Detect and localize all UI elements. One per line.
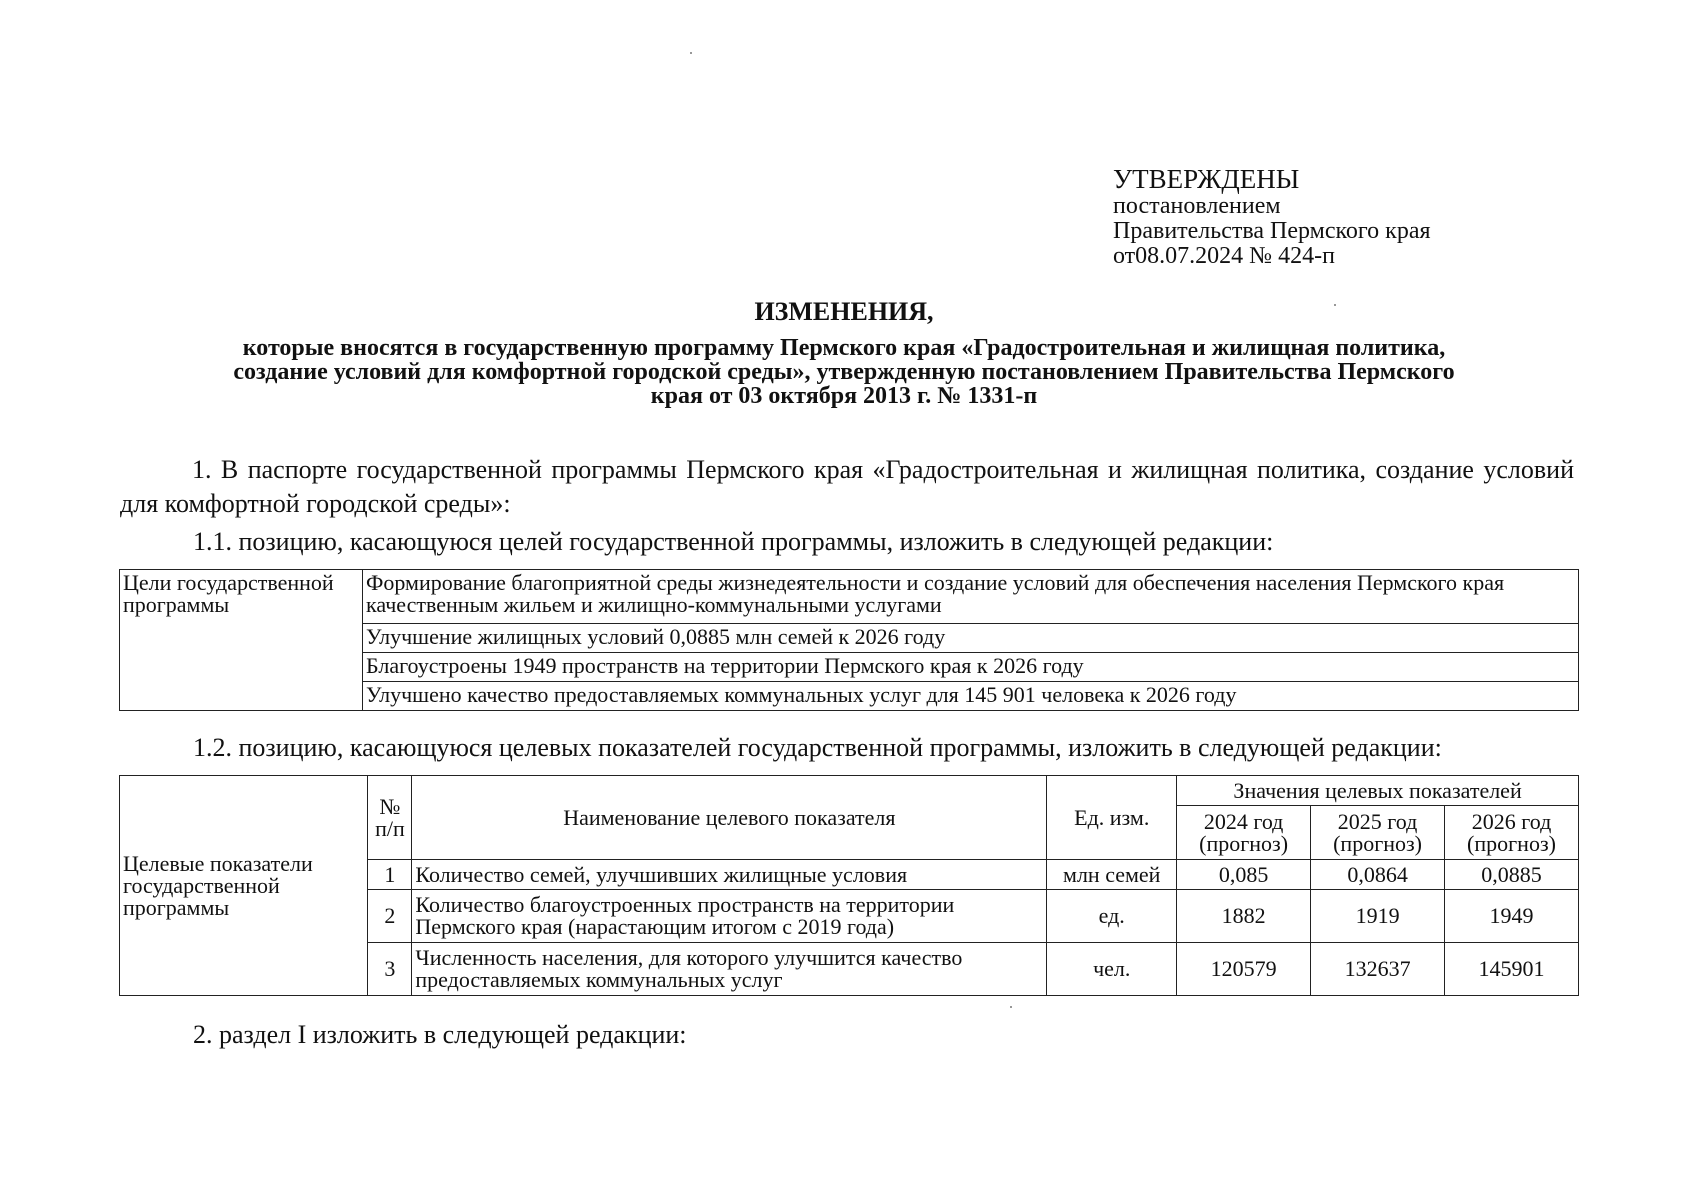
indicators-table <box>119 775 1579 996</box>
goal-row: Благоустроены 1949 пространств на территории Пермского края к 2026 году <box>363 653 1579 682</box>
subtitle-line: которые вносятся в государственную программу Пермского края «Градостроительная и жилищная политика, <box>242 335 1446 361</box>
row-name: Количество благоустроенных пространств на территории Пермского края (нарастающим итогом с 2019 года) <box>412 890 1047 943</box>
goal-row: Формирование благоприятной среды жизнедеятельности и создание условий для обеспечения населения Пермского края качественным жильем и жилищно-коммунальными услугами <box>363 570 1579 624</box>
col-name-header: Наименование целевого показателя <box>412 776 1047 860</box>
row-value-2025: 132637 <box>1311 943 1445 996</box>
row-value-2024: 120579 <box>1177 943 1311 996</box>
scan-speck <box>1334 304 1336 306</box>
row-name: Количество семей, улучшивших жилищные условия <box>412 860 1047 890</box>
approval-line: постановлением <box>1113 193 1281 219</box>
approval-line: Правительства Пермского края <box>1113 218 1431 244</box>
row-value-2024: 0,085 <box>1177 860 1311 890</box>
row-value-2024: 1882 <box>1177 890 1311 943</box>
row-num: 2 <box>368 890 412 943</box>
paragraph-1: 1. В паспорте государственной программы Пермского края «Градостроительная и жилищная политика, создание условий для комфортной городской среды»: <box>120 455 1574 518</box>
col-num-header: № п/п <box>368 776 412 860</box>
col-2026-header: 2026 год (прогноз) <box>1445 806 1579 860</box>
approval-stamp <box>1113 164 1431 269</box>
scan-speck <box>1010 1006 1012 1008</box>
subtitle-line: создание условий для комфортной городской среды», утвержденную постановлением Правительства Пермского <box>233 359 1455 385</box>
row-unit: ед. <box>1047 890 1177 943</box>
values-group-header: Значения целевых показателей <box>1177 776 1579 806</box>
approval-date: от08.07.2024 № 424-п <box>1113 243 1335 269</box>
row-value-2025: 0,0864 <box>1311 860 1445 890</box>
row-name: Численность населения, для которого улучшится качество предоставляемых коммунальных услуг <box>412 943 1047 996</box>
row-unit: чел. <box>1047 943 1177 996</box>
subtitle-line: края от 03 октября 2013 г. № 1331-п <box>650 383 1038 409</box>
goal-row: Улучшено качество предоставляемых коммунальных услуг для 145 901 человека к 2026 году <box>363 682 1579 711</box>
col-2024-header: 2024 год (прогноз) <box>1177 806 1311 860</box>
col-2025-header: 2025 год (прогноз) <box>1311 806 1445 860</box>
row-value-2026: 0,0885 <box>1445 860 1579 890</box>
document-title: ИЗМЕНЕНИЯ, <box>754 297 934 326</box>
goal-row: Улучшение жилищных условий 0,0885 млн семей к 2026 году <box>363 624 1579 653</box>
row-num: 1 <box>368 860 412 890</box>
paragraph-2: 2. раздел I изложить в следующей редакции: <box>193 1020 687 1049</box>
goals-table <box>119 569 1579 711</box>
indicators-label: Целевые показатели государственной программы <box>120 776 368 996</box>
paragraph-1-2: 1.2. позицию, касающуюся целевых показателей государственной программы, изложить в следующей редакции: <box>193 733 1442 762</box>
document-subtitle <box>118 336 1570 408</box>
row-unit: млн семей <box>1047 860 1177 890</box>
col-unit-header: Ед. изм. <box>1047 776 1177 860</box>
approval-heading: УТВЕРЖДЕНЫ <box>1113 164 1300 194</box>
row-num: 3 <box>368 943 412 996</box>
row-value-2026: 1949 <box>1445 890 1579 943</box>
paragraph-1-1: 1.1. позицию, касающуюся целей государственной программы, изложить в следующей редакции: <box>193 527 1274 556</box>
row-value-2026: 145901 <box>1445 943 1579 996</box>
row-value-2025: 1919 <box>1311 890 1445 943</box>
scan-speck <box>690 52 692 54</box>
goals-label: Цели государственной программы <box>120 570 363 711</box>
